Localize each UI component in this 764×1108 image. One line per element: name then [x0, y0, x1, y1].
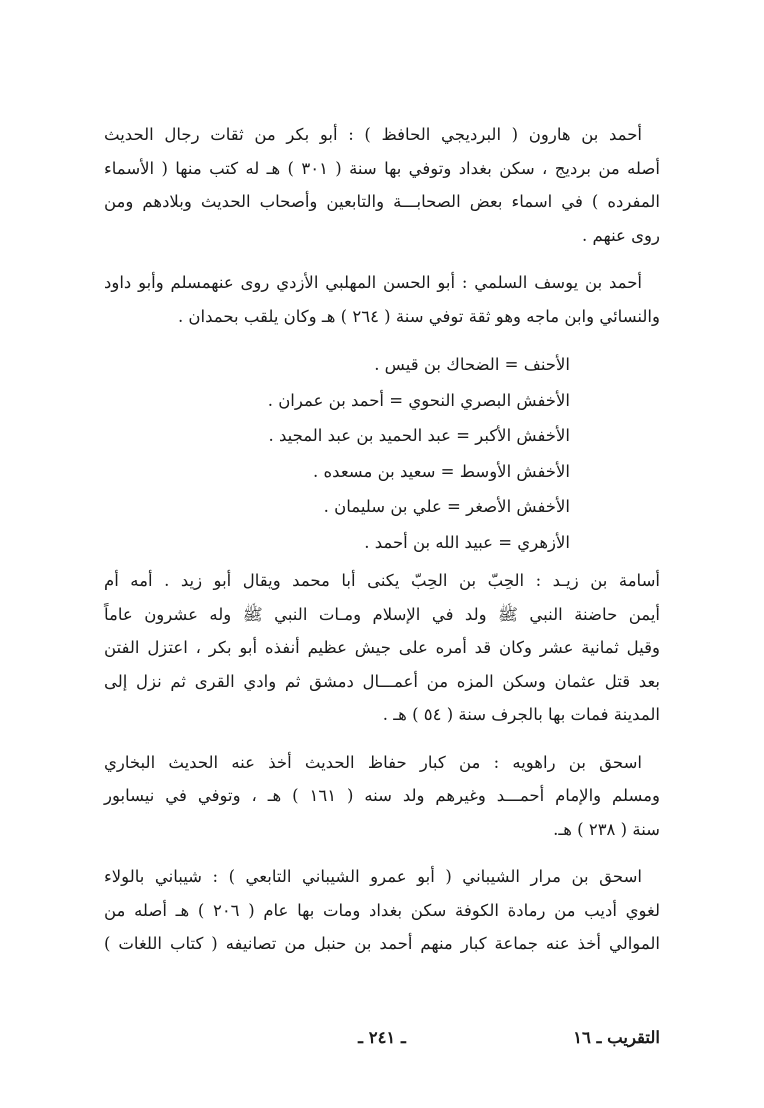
- entry-usama-ibn-zayd: [104, 564, 660, 732]
- entry-ishaq-ibn-mirar: [104, 860, 660, 961]
- text-line: أحمد بن يوسف السلمي : أبو الحسن المهلبي الأزدي روى عنهمسلم وأبو داود: [104, 273, 642, 292]
- text-line: لغوي أديب من رمادة الكوفة سكن بغداد ومات بها عام ( ٢٠٦ ) هـ أصله من: [104, 900, 660, 920]
- text-line: ومسلم والإمام أحمـــد وغيرهم ولد سنه ( ١٦١ ) هـ ، وتوفي في نيسابور: [104, 786, 660, 805]
- text-line: سنة ( ٢٣٨ ) هـ.: [553, 819, 660, 839]
- text-line: المفرده ) في اسماء بعض الصحابـــة والتابعين وأصحاب الحديث وبلادهم ومن: [104, 192, 660, 211]
- cross-reference: الأخفش الأكبر = عبد الحميد بن عبد المجيد .: [268, 426, 570, 445]
- entry-ahmad-ibn-yusuf: [104, 266, 660, 333]
- cross-reference: الأزهري = عبيد الله بن أحمد .: [364, 532, 570, 552]
- text-line: أيمن حاضنة النبي ﷺ ولد في الإسلام ومـات النبي ﷺ وله عشرون عاماً: [104, 604, 660, 624]
- entry-ahmad-ibn-harun: [104, 118, 660, 252]
- text-line: اسحق بن راهويه : من كبار حفاظ الحديث أخذ عنه الحديث البخاري: [104, 752, 642, 772]
- text-line: وقيل ثمانية عشر وكان قد أمره على جيش عظيم أنفذه أبو بكر ، اعتزل الفتن: [104, 638, 660, 657]
- text-line: أصله من برديج ، سكن بغداد وتوفي بها سنة ( ٣٠١ ) هـ له كتب منها ( الأسماء: [104, 158, 660, 178]
- text-line: بعد قتل عثمان وسكن المزه من أعمـــال دمشق ثم وادي القرى ثم نزل إلى: [104, 671, 660, 691]
- text-line: أسامة بن زيـد : الحِبّ بن الحِبّ يكنى أبا محمد ويقال أبو زيد . أمه أم: [104, 571, 660, 590]
- cross-reference: الأحنف = الضحاك بن قيس .: [374, 355, 570, 374]
- text-line: روى عنهم .: [582, 225, 660, 245]
- cross-reference-list: [104, 347, 660, 560]
- cross-reference: الأخفش الأصغر = علي بن سليمان .: [323, 497, 570, 516]
- page-number: ـ ٢٤١ ـ: [358, 1028, 406, 1047]
- cross-reference: الأخفش البصري النحوي = أحمد بن عمران .: [267, 390, 570, 410]
- text-line: المدينة فمات بها بالجرف سنة ( ٥٤ ) هـ .: [382, 705, 660, 724]
- text-line: والنسائي وابن ماجه وهو ثقة توفي سنة ( ٢٦٤ ) هـ وكان يلقب بحمدان .: [177, 306, 660, 326]
- cross-reference: الأخفش الأوسط = سعيد بن مسعده .: [313, 461, 570, 481]
- text-line: الموالي أخذ عنه جماعة كبار منهم أحمد بن حنبل من تصانيفه ( كتاب اللغات ): [104, 934, 660, 953]
- document-page: [104, 118, 660, 1018]
- text-line: اسحق بن مرار الشيباني ( أبو عمرو الشيباني التابعي ) : شيباني بالولاء: [104, 867, 642, 886]
- entry-ishaq-ibn-rahawayh: [104, 746, 660, 847]
- signature-mark: التقريب ـ ١٦: [573, 1028, 660, 1047]
- page-footer: [104, 1020, 660, 1056]
- text-line: أحمد بن هارون ( البرديجي الحافظ ) : أبو بكر من ثقات رجال الحديث: [104, 125, 642, 144]
